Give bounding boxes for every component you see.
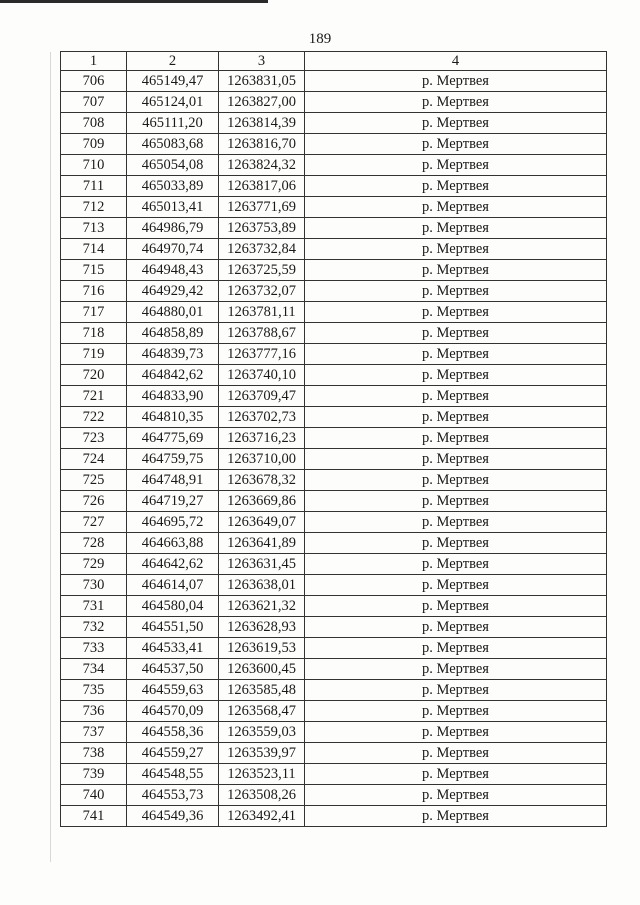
description-cell: р. Мертвея	[305, 197, 607, 218]
description-cell: р. Мертвея	[305, 134, 607, 155]
description-cell: р. Мертвея	[305, 680, 607, 701]
description-cell: р. Мертвея	[305, 239, 607, 260]
y-coordinate-cell: 1263777,16	[219, 344, 305, 365]
header-col-2: 2	[127, 52, 219, 71]
description-cell: р. Мертвея	[305, 260, 607, 281]
x-coordinate-cell: 464970,74	[127, 239, 219, 260]
header-col-4: 4	[305, 52, 607, 71]
y-coordinate-cell: 1263508,26	[219, 785, 305, 806]
y-coordinate-cell: 1263628,93	[219, 617, 305, 638]
point-number-cell: 724	[61, 449, 127, 470]
x-coordinate-cell: 464549,36	[127, 806, 219, 827]
description-cell: р. Мертвея	[305, 365, 607, 386]
point-number-cell: 738	[61, 743, 127, 764]
point-number-cell: 707	[61, 92, 127, 113]
table-row	[61, 533, 607, 554]
point-number-cell: 728	[61, 533, 127, 554]
point-number-cell: 736	[61, 701, 127, 722]
x-coordinate-cell: 465149,47	[127, 71, 219, 92]
top-rule	[0, 0, 268, 3]
x-coordinate-cell: 464570,09	[127, 701, 219, 722]
table-row	[61, 512, 607, 533]
description-cell: р. Мертвея	[305, 470, 607, 491]
y-coordinate-cell: 1263568,47	[219, 701, 305, 722]
y-coordinate-cell: 1263600,45	[219, 659, 305, 680]
point-number-cell: 713	[61, 218, 127, 239]
point-number-cell: 739	[61, 764, 127, 785]
description-cell: р. Мертвея	[305, 92, 607, 113]
description-cell: р. Мертвея	[305, 617, 607, 638]
table-row	[61, 638, 607, 659]
table-row	[61, 281, 607, 302]
point-number-cell: 725	[61, 470, 127, 491]
point-number-cell: 720	[61, 365, 127, 386]
description-cell: р. Мертвея	[305, 323, 607, 344]
page-number: 189	[308, 31, 332, 47]
table-row	[61, 491, 607, 512]
table-row	[61, 113, 607, 134]
point-number-cell: 717	[61, 302, 127, 323]
description-cell: р. Мертвея	[305, 491, 607, 512]
y-coordinate-cell: 1263824,32	[219, 155, 305, 176]
point-number-cell: 709	[61, 134, 127, 155]
table-row	[61, 176, 607, 197]
x-coordinate-cell: 464775,69	[127, 428, 219, 449]
point-number-cell: 731	[61, 596, 127, 617]
description-cell: р. Мертвея	[305, 596, 607, 617]
table-row	[61, 764, 607, 785]
description-cell: р. Мертвея	[305, 113, 607, 134]
scan-margin-line	[50, 52, 51, 862]
description-cell: р. Мертвея	[305, 512, 607, 533]
x-coordinate-cell: 464551,50	[127, 617, 219, 638]
y-coordinate-cell: 1263814,39	[219, 113, 305, 134]
point-number-cell: 735	[61, 680, 127, 701]
table-row	[61, 71, 607, 92]
x-coordinate-cell: 465124,01	[127, 92, 219, 113]
header-col-3: 3	[219, 52, 305, 71]
x-coordinate-cell: 464986,79	[127, 218, 219, 239]
point-number-cell: 718	[61, 323, 127, 344]
point-number-cell: 737	[61, 722, 127, 743]
y-coordinate-cell: 1263740,10	[219, 365, 305, 386]
x-coordinate-cell: 464537,50	[127, 659, 219, 680]
table-row	[61, 344, 607, 365]
point-number-cell: 710	[61, 155, 127, 176]
y-coordinate-cell: 1263831,05	[219, 71, 305, 92]
table-row	[61, 659, 607, 680]
table-row	[61, 806, 607, 827]
x-coordinate-cell: 464553,73	[127, 785, 219, 806]
table-row	[61, 365, 607, 386]
x-coordinate-cell: 464580,04	[127, 596, 219, 617]
point-number-cell: 706	[61, 71, 127, 92]
description-cell: р. Мертвея	[305, 554, 607, 575]
description-cell: р. Мертвея	[305, 281, 607, 302]
point-number-cell: 730	[61, 575, 127, 596]
point-number-cell: 708	[61, 113, 127, 134]
x-coordinate-cell: 464559,27	[127, 743, 219, 764]
point-number-cell: 715	[61, 260, 127, 281]
description-cell: р. Мертвея	[305, 722, 607, 743]
table-row	[61, 449, 607, 470]
point-number-cell: 740	[61, 785, 127, 806]
table-row	[61, 197, 607, 218]
description-cell: р. Мертвея	[305, 806, 607, 827]
description-cell: р. Мертвея	[305, 386, 607, 407]
point-number-cell: 716	[61, 281, 127, 302]
y-coordinate-cell: 1263781,11	[219, 302, 305, 323]
description-cell: р. Мертвея	[305, 71, 607, 92]
point-number-cell: 719	[61, 344, 127, 365]
description-cell: р. Мертвея	[305, 764, 607, 785]
x-coordinate-cell: 465083,68	[127, 134, 219, 155]
coordinates-table	[60, 51, 607, 827]
table-row	[61, 386, 607, 407]
point-number-cell: 711	[61, 176, 127, 197]
point-number-cell: 714	[61, 239, 127, 260]
x-coordinate-cell: 465013,41	[127, 197, 219, 218]
y-coordinate-cell: 1263638,01	[219, 575, 305, 596]
description-cell: р. Мертвея	[305, 743, 607, 764]
table-row	[61, 92, 607, 113]
table-row	[61, 134, 607, 155]
x-coordinate-cell: 464558,36	[127, 722, 219, 743]
point-number-cell: 721	[61, 386, 127, 407]
x-coordinate-cell: 464663,88	[127, 533, 219, 554]
table-row	[61, 323, 607, 344]
y-coordinate-cell: 1263709,47	[219, 386, 305, 407]
y-coordinate-cell: 1263649,07	[219, 512, 305, 533]
x-coordinate-cell: 464759,75	[127, 449, 219, 470]
table-row	[61, 470, 607, 491]
x-coordinate-cell: 464748,91	[127, 470, 219, 491]
y-coordinate-cell: 1263539,97	[219, 743, 305, 764]
x-coordinate-cell: 464719,27	[127, 491, 219, 512]
description-cell: р. Мертвея	[305, 659, 607, 680]
x-coordinate-cell: 465111,20	[127, 113, 219, 134]
y-coordinate-cell: 1263585,48	[219, 680, 305, 701]
y-coordinate-cell: 1263619,53	[219, 638, 305, 659]
y-coordinate-cell: 1263816,70	[219, 134, 305, 155]
x-coordinate-cell: 464533,41	[127, 638, 219, 659]
table-row	[61, 407, 607, 428]
y-coordinate-cell: 1263669,86	[219, 491, 305, 512]
y-coordinate-cell: 1263788,67	[219, 323, 305, 344]
table-row	[61, 554, 607, 575]
y-coordinate-cell: 1263725,59	[219, 260, 305, 281]
x-coordinate-cell: 464614,07	[127, 575, 219, 596]
y-coordinate-cell: 1263753,89	[219, 218, 305, 239]
x-coordinate-cell: 464695,72	[127, 512, 219, 533]
y-coordinate-cell: 1263492,41	[219, 806, 305, 827]
description-cell: р. Мертвея	[305, 449, 607, 470]
table-row	[61, 428, 607, 449]
x-coordinate-cell: 464810,35	[127, 407, 219, 428]
y-coordinate-cell: 1263678,32	[219, 470, 305, 491]
table-row	[61, 680, 607, 701]
table-row	[61, 575, 607, 596]
description-cell: р. Мертвея	[305, 428, 607, 449]
table-row	[61, 785, 607, 806]
description-cell: р. Мертвея	[305, 218, 607, 239]
point-number-cell: 723	[61, 428, 127, 449]
y-coordinate-cell: 1263771,69	[219, 197, 305, 218]
table-row	[61, 155, 607, 176]
table-row	[61, 239, 607, 260]
y-coordinate-cell: 1263621,32	[219, 596, 305, 617]
y-coordinate-cell: 1263732,07	[219, 281, 305, 302]
table-row	[61, 302, 607, 323]
table-row	[61, 701, 607, 722]
description-cell: р. Мертвея	[305, 155, 607, 176]
x-coordinate-cell: 464948,43	[127, 260, 219, 281]
point-number-cell: 732	[61, 617, 127, 638]
description-cell: р. Мертвея	[305, 407, 607, 428]
x-coordinate-cell: 465054,08	[127, 155, 219, 176]
y-coordinate-cell: 1263827,00	[219, 92, 305, 113]
description-cell: р. Мертвея	[305, 701, 607, 722]
description-cell: р. Мертвея	[305, 533, 607, 554]
x-coordinate-cell: 465033,89	[127, 176, 219, 197]
description-cell: р. Мертвея	[305, 302, 607, 323]
table-row	[61, 596, 607, 617]
table-header	[61, 52, 607, 71]
y-coordinate-cell: 1263631,45	[219, 554, 305, 575]
table-row	[61, 743, 607, 764]
point-number-cell: 726	[61, 491, 127, 512]
description-cell: р. Мертвея	[305, 785, 607, 806]
y-coordinate-cell: 1263559,03	[219, 722, 305, 743]
point-number-cell: 734	[61, 659, 127, 680]
point-number-cell: 729	[61, 554, 127, 575]
table-body	[61, 71, 607, 827]
table-row	[61, 260, 607, 281]
x-coordinate-cell: 464858,89	[127, 323, 219, 344]
x-coordinate-cell: 464842,62	[127, 365, 219, 386]
y-coordinate-cell: 1263641,89	[219, 533, 305, 554]
x-coordinate-cell: 464880,01	[127, 302, 219, 323]
header-col-1: 1	[61, 52, 127, 71]
point-number-cell: 722	[61, 407, 127, 428]
point-number-cell: 727	[61, 512, 127, 533]
description-cell: р. Мертвея	[305, 575, 607, 596]
point-number-cell: 733	[61, 638, 127, 659]
x-coordinate-cell: 464548,55	[127, 764, 219, 785]
y-coordinate-cell: 1263732,84	[219, 239, 305, 260]
y-coordinate-cell: 1263716,23	[219, 428, 305, 449]
y-coordinate-cell: 1263710,00	[219, 449, 305, 470]
x-coordinate-cell: 464642,62	[127, 554, 219, 575]
table-row	[61, 722, 607, 743]
y-coordinate-cell: 1263523,11	[219, 764, 305, 785]
y-coordinate-cell: 1263702,73	[219, 407, 305, 428]
point-number-cell: 712	[61, 197, 127, 218]
description-cell: р. Мертвея	[305, 638, 607, 659]
description-cell: р. Мертвея	[305, 176, 607, 197]
description-cell: р. Мертвея	[305, 344, 607, 365]
point-number-cell: 741	[61, 806, 127, 827]
table-row	[61, 218, 607, 239]
x-coordinate-cell: 464929,42	[127, 281, 219, 302]
x-coordinate-cell: 464833,90	[127, 386, 219, 407]
table-row	[61, 617, 607, 638]
y-coordinate-cell: 1263817,06	[219, 176, 305, 197]
x-coordinate-cell: 464839,73	[127, 344, 219, 365]
header-row	[61, 52, 607, 71]
x-coordinate-cell: 464559,63	[127, 680, 219, 701]
